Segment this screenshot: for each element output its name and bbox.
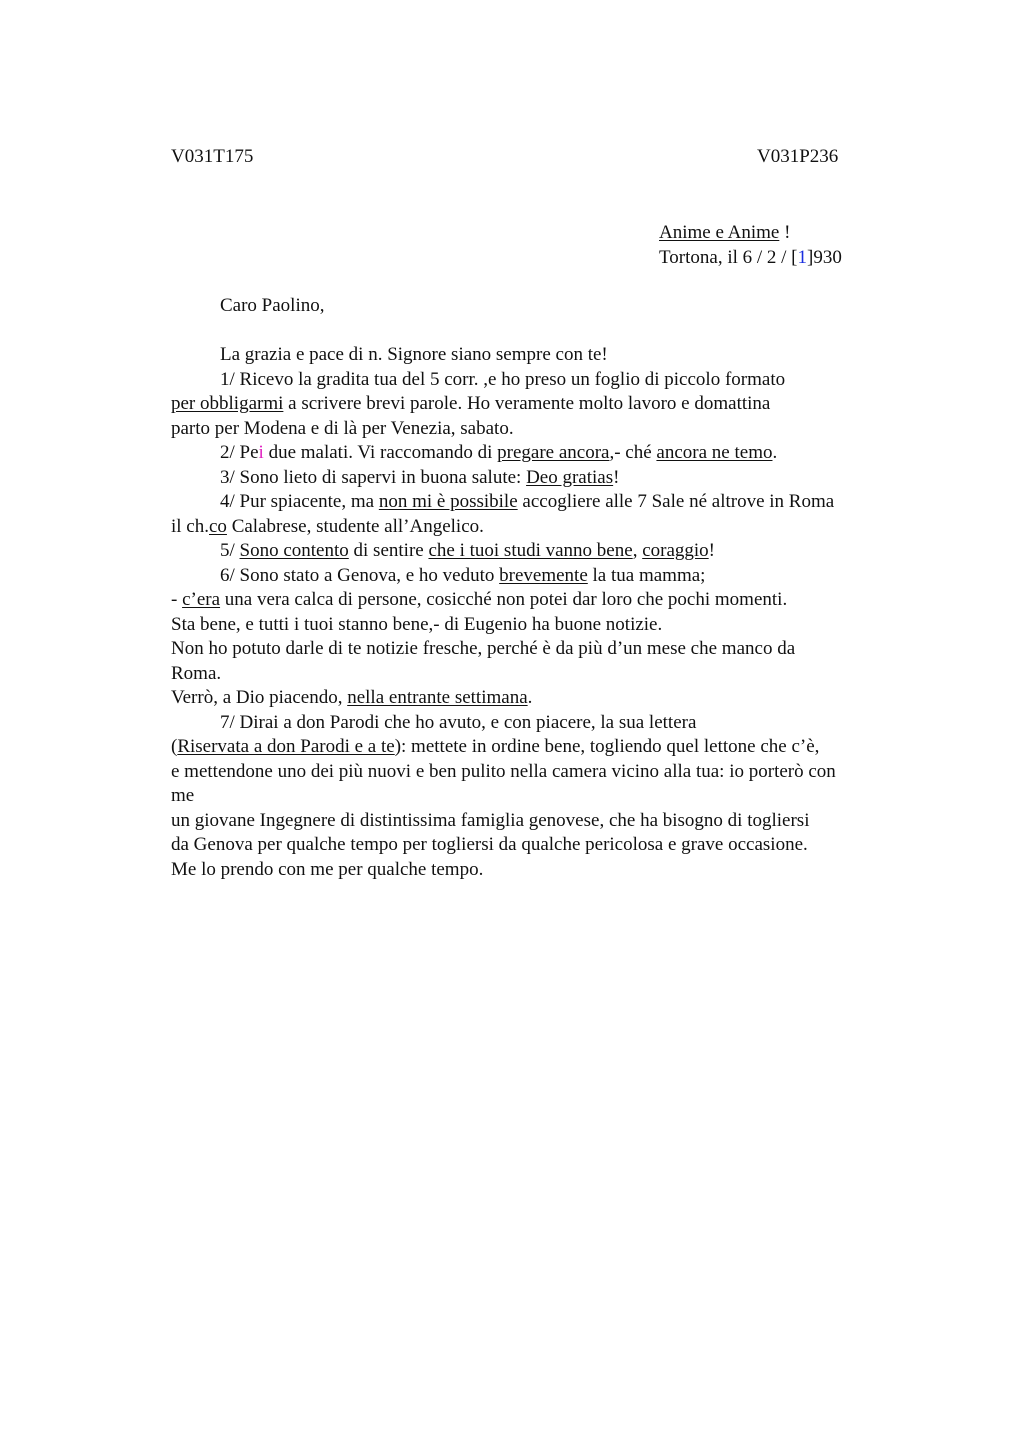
date-bracket-digit: 1 xyxy=(797,246,808,268)
paragraph-1-line-1: 1/ Ricevo la gradita tua del 5 corr. ,e ho preso un foglio di piccolo formato xyxy=(220,368,786,390)
paragraph-7-line-1: 7/ Dirai a don Parodi che ho avuto, e con piacere, la sua lettera xyxy=(220,711,697,733)
paragraph-7-line-4: me xyxy=(171,785,195,806)
paragraph-6-line-6: Verrò, a Dio piacendo, nella entrante settimana. xyxy=(171,687,533,708)
paragraph-6-line-5: Roma. xyxy=(171,662,222,684)
highlighted-letter: i xyxy=(258,442,264,463)
document-code-left: V031T175 xyxy=(171,146,254,167)
paragraph-7-line-3: e mettendone uno dei più nuovi e ben pulito nella camera vicino alla tua: io porterò con xyxy=(171,760,836,782)
paragraph-7-line-7: Me lo prendo con me per qualche tempo. xyxy=(171,858,484,880)
paragraph-6-line-1: 6/ Sono stato a Genova, e ho veduto brevemente la tua mamma; xyxy=(220,564,706,586)
letter-body xyxy=(171,294,911,882)
paragraph-7-line-6: da Genova per qualche tempo per togliersi da qualche pericolosa e grave occasione. xyxy=(171,834,808,855)
paragraph-6-line-2: - c’era una vera calca di persone, cosicché non potei dar loro che pochi momenti. xyxy=(171,589,788,610)
heading-date-line: Tortona, il 6 / 2 / [1]930 xyxy=(659,246,842,268)
paragraph-5: 5/ Sono contento di sentire che i tuoi studi vanno bene, coraggio! xyxy=(220,540,715,561)
letter-heading xyxy=(659,221,842,270)
paragraph-2: 2/ Pei due malati. Vi raccomando di pregare ancora,- ché ancora ne temo. xyxy=(220,442,778,463)
document-code-right: V031P236 xyxy=(757,146,839,167)
heading-title-line: Anime e Anime ! xyxy=(659,222,791,243)
paragraph-3: 3/ Sono lieto di sapervi in buona salute: Deo gratias! xyxy=(220,466,620,488)
paragraph-1-line-3: parto per Modena e di là per Venezia, sabato. xyxy=(171,417,514,439)
salutation: Caro Paolino, xyxy=(220,295,325,316)
heading-title: Anime e Anime xyxy=(659,222,780,243)
blank-line xyxy=(171,319,911,344)
paragraph-6-line-3: Sta bene, e tutti i tuoi stanno bene,- di Eugenio ha buone notizie. xyxy=(171,613,663,635)
paragraph-7-line-2: (Riservata a don Parodi e a te): mettete in ordine bene, togliendo quel lettone che c’è, xyxy=(171,736,820,757)
paragraph-1-line-2: per obbligarmi a scrivere brevi parole. Ho veramente molto lavoro e domattina xyxy=(171,393,771,414)
paragraph-4-line-2: il ch.co Calabrese, studente all’Angelico. xyxy=(171,515,484,537)
paragraph-6-line-4: Non ho potuto darle di te notizie fresche, perché è da più d’un mese che manco da xyxy=(171,638,796,659)
paragraph-7-line-5: un giovane Ingegnere di distintissima famiglia genovese, che ha bisogno di togliersi xyxy=(171,809,810,831)
greeting: La grazia e pace di n. Signore siano sempre con te! xyxy=(220,344,608,365)
paragraph-4-line-1: 4/ Pur spiacente, ma non mi è possibile accogliere alle 7 Sale né altrove in Roma xyxy=(220,491,835,512)
